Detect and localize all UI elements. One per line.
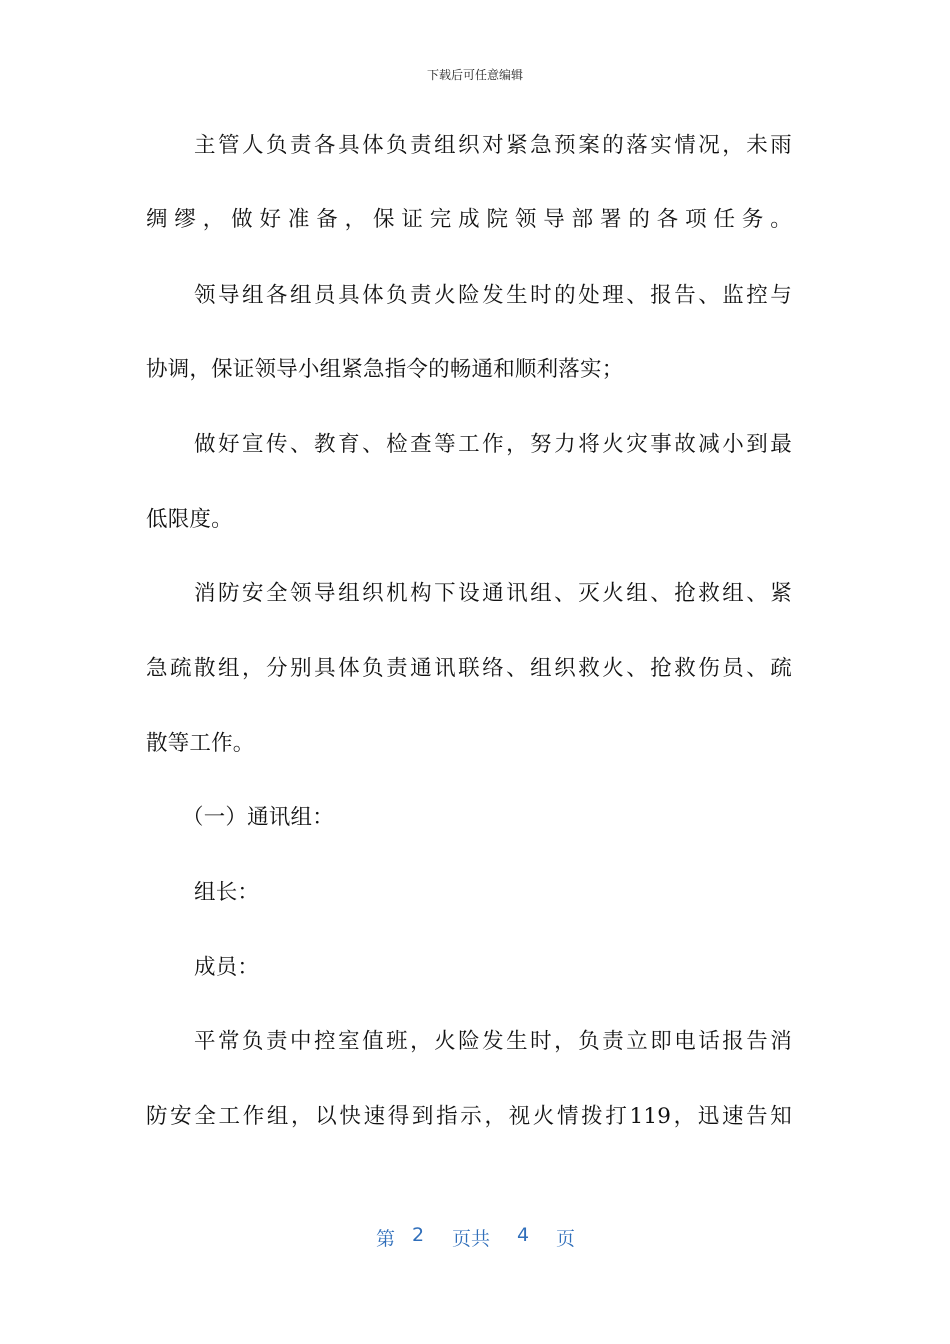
text-line: 防安全工作组，以快速得到指示，视火情拨打119，迅速告知 [146, 1104, 792, 1129]
text-line: 协调，保证领导小组紧急指令的畅通和顺利落实； [146, 357, 624, 382]
text-line: 成员： [194, 955, 260, 980]
total-pages-number: 4 [517, 1224, 530, 1246]
text-line: 消防安全领导组织机构下设通讯组、灭火组、抢救组、紧 [194, 581, 792, 606]
text-line: 急疏散组，分别具体负责通讯联络、组织救火、抢救伤员、疏 [146, 656, 792, 681]
text-line: 散等工作。 [146, 731, 255, 756]
footer-middle: 页共 [452, 1228, 491, 1250]
current-page-number: 2 [412, 1224, 425, 1246]
text-line: 平常负责中控室值班，火险发生时，负责立即电话报告消 [194, 1029, 792, 1054]
footer-prefix: 第 [376, 1228, 396, 1250]
text-line: 低限度。 [146, 507, 233, 532]
text-line: 做好宣传、教育、检查等工作，努力将火灾事故减小到最 [194, 432, 792, 457]
text-line: 领导组各组员具体负责火险发生时的处理、报告、监控与 [194, 283, 792, 308]
section-heading: （一）通讯组： [182, 805, 334, 830]
page-header: 下载后可任意编辑 [426, 68, 523, 82]
text-line: 绸缪，做好准备，保证完成院领导部署的各项任务。 [146, 207, 792, 232]
footer-suffix: 页 [556, 1228, 576, 1250]
page-footer [0, 1224, 950, 1254]
text-line: 主管人负责各具体负责组织对紧急预案的落实情况，未雨 [194, 133, 792, 158]
text-line: 组长： [194, 880, 260, 905]
